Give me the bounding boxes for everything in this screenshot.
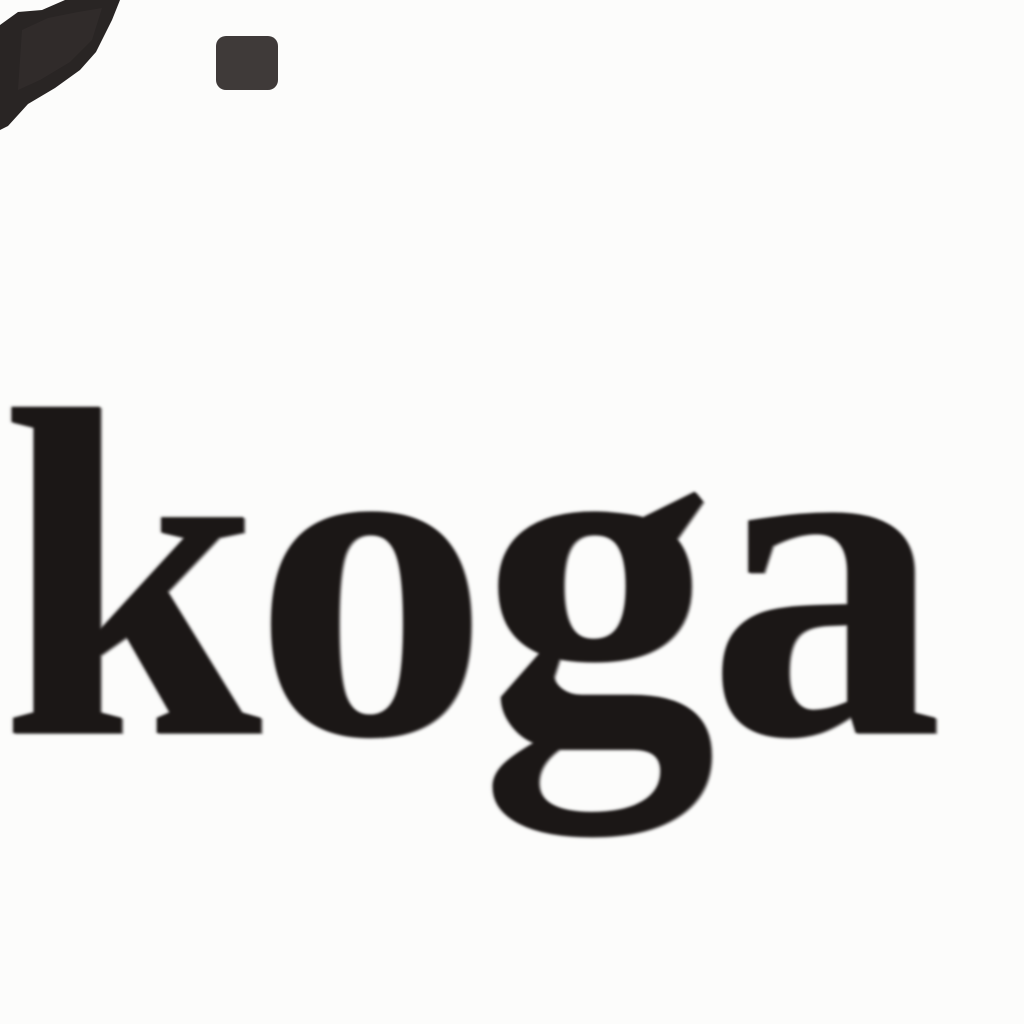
typed-word: koga xyxy=(0,314,935,835)
top-fragment-ink-marks xyxy=(0,0,300,140)
